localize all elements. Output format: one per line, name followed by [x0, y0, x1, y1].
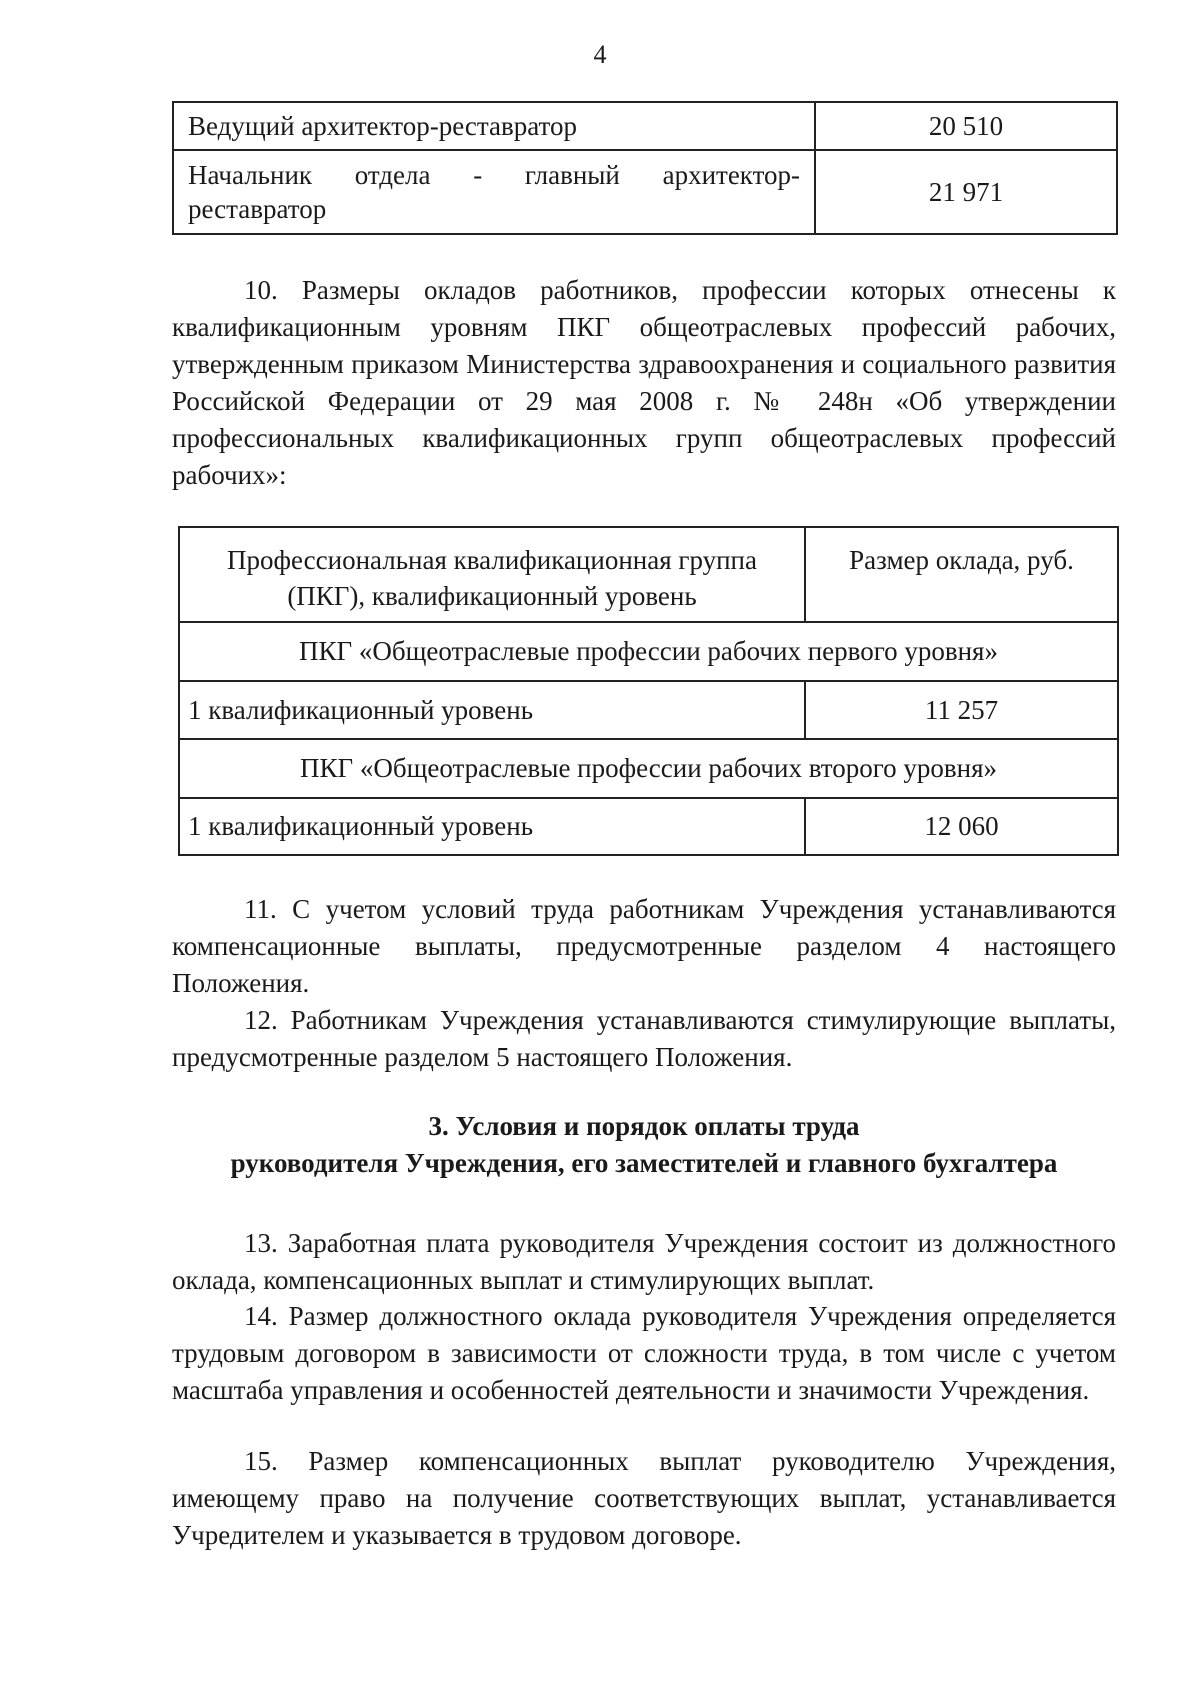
pkg-salary-table	[178, 526, 1119, 856]
salary-value: 11 257	[805, 681, 1118, 739]
group-title: ПКГ «Общеотраслевые профессии рабочих первого уровня»	[179, 622, 1118, 681]
paragraph-13-text: 13. Заработная плата руководителя Учреждения состоит из должностного оклада, компенсационных выплат и стимулирующих выплат.	[172, 1228, 1116, 1295]
salary-value: 21 971	[815, 150, 1117, 234]
page-number: 4	[593, 40, 607, 69]
table-row	[173, 150, 1117, 234]
group-title: ПКГ «Общеотраслевые профессии рабочих второго уровня»	[179, 739, 1118, 798]
paragraph-10-text: 10. Размеры окладов работников, профессии которых отнесены к квалификационным уровням ПКГ общеотраслевых профессий рабочих, утвержденным приказом Министерства здравоохранения и социального развития Российской Федерации от 29 мая 2008 г. № 248н «Об утверждении профессиональных квалификационных групп общеотраслевых профессий рабочих»:	[172, 275, 1116, 490]
paragraph-10	[172, 272, 1116, 494]
level-name: 1 квалификационный уровень	[179, 681, 805, 739]
header-salary: Размер оклада, руб.	[805, 527, 1118, 622]
paragraph-11-text: 11. С учетом условий труда работникам Учреждения устанавливаются компенсационные выплаты, предусмотренные разделом 4 настоящего Положения.	[172, 894, 1116, 998]
paragraph-14-text: 14. Размер должностного оклада руководителя Учреждения определяется трудовым договором в зависимости от сложности труда, в том числе с учетом масштаба управления и особенностей деятельности и значимости Учреждения.	[172, 1301, 1116, 1405]
salary-value: 12 060	[805, 798, 1118, 855]
table-header-row	[179, 527, 1118, 622]
header-pkg	[179, 527, 805, 622]
group-row	[179, 739, 1118, 798]
salary-value: 20 510	[815, 102, 1117, 150]
paragraph-13	[172, 1225, 1116, 1299]
section-heading-line1: 3. Условия и порядок оплаты труда	[428, 1111, 860, 1141]
positions-salary-table	[172, 101, 1118, 235]
paragraph-12	[172, 1002, 1116, 1076]
position-name: Ведущий архитектор-реставратор	[173, 102, 815, 150]
paragraph-14	[172, 1298, 1116, 1409]
header-pkg-line1: Профессиональная квалификационная группа	[227, 545, 757, 575]
paragraph-15-text: 15. Размер компенсационных выплат руководителю Учреждения, имеющему право на получение соответствующих выплат, устанавливается Учредителем и указывается в трудовом договоре.	[172, 1446, 1116, 1550]
paragraph-11	[172, 891, 1116, 1002]
table-row	[179, 681, 1118, 739]
header-pkg-line2: (ПКГ), квалификационный уровень	[287, 581, 697, 611]
section-heading-line2: руководителя Учреждения, его заместителей и главного бухгалтера	[230, 1148, 1058, 1178]
position-name-line2: реставратор	[188, 194, 327, 224]
paragraph-12-text: 12. Работникам Учреждения устанавливаются стимулирующие выплаты, предусмотренные разделом 5 настоящего Положения.	[172, 1005, 1116, 1072]
table-row	[179, 798, 1118, 855]
position-name-line1: Начальник отдела - главный архитектор-	[188, 160, 800, 190]
level-name: 1 квалификационный уровень	[179, 798, 805, 855]
position-name	[173, 150, 815, 234]
section-heading	[172, 1108, 1116, 1182]
paragraph-15	[172, 1443, 1116, 1554]
table-row	[173, 102, 1117, 150]
group-row	[179, 622, 1118, 681]
